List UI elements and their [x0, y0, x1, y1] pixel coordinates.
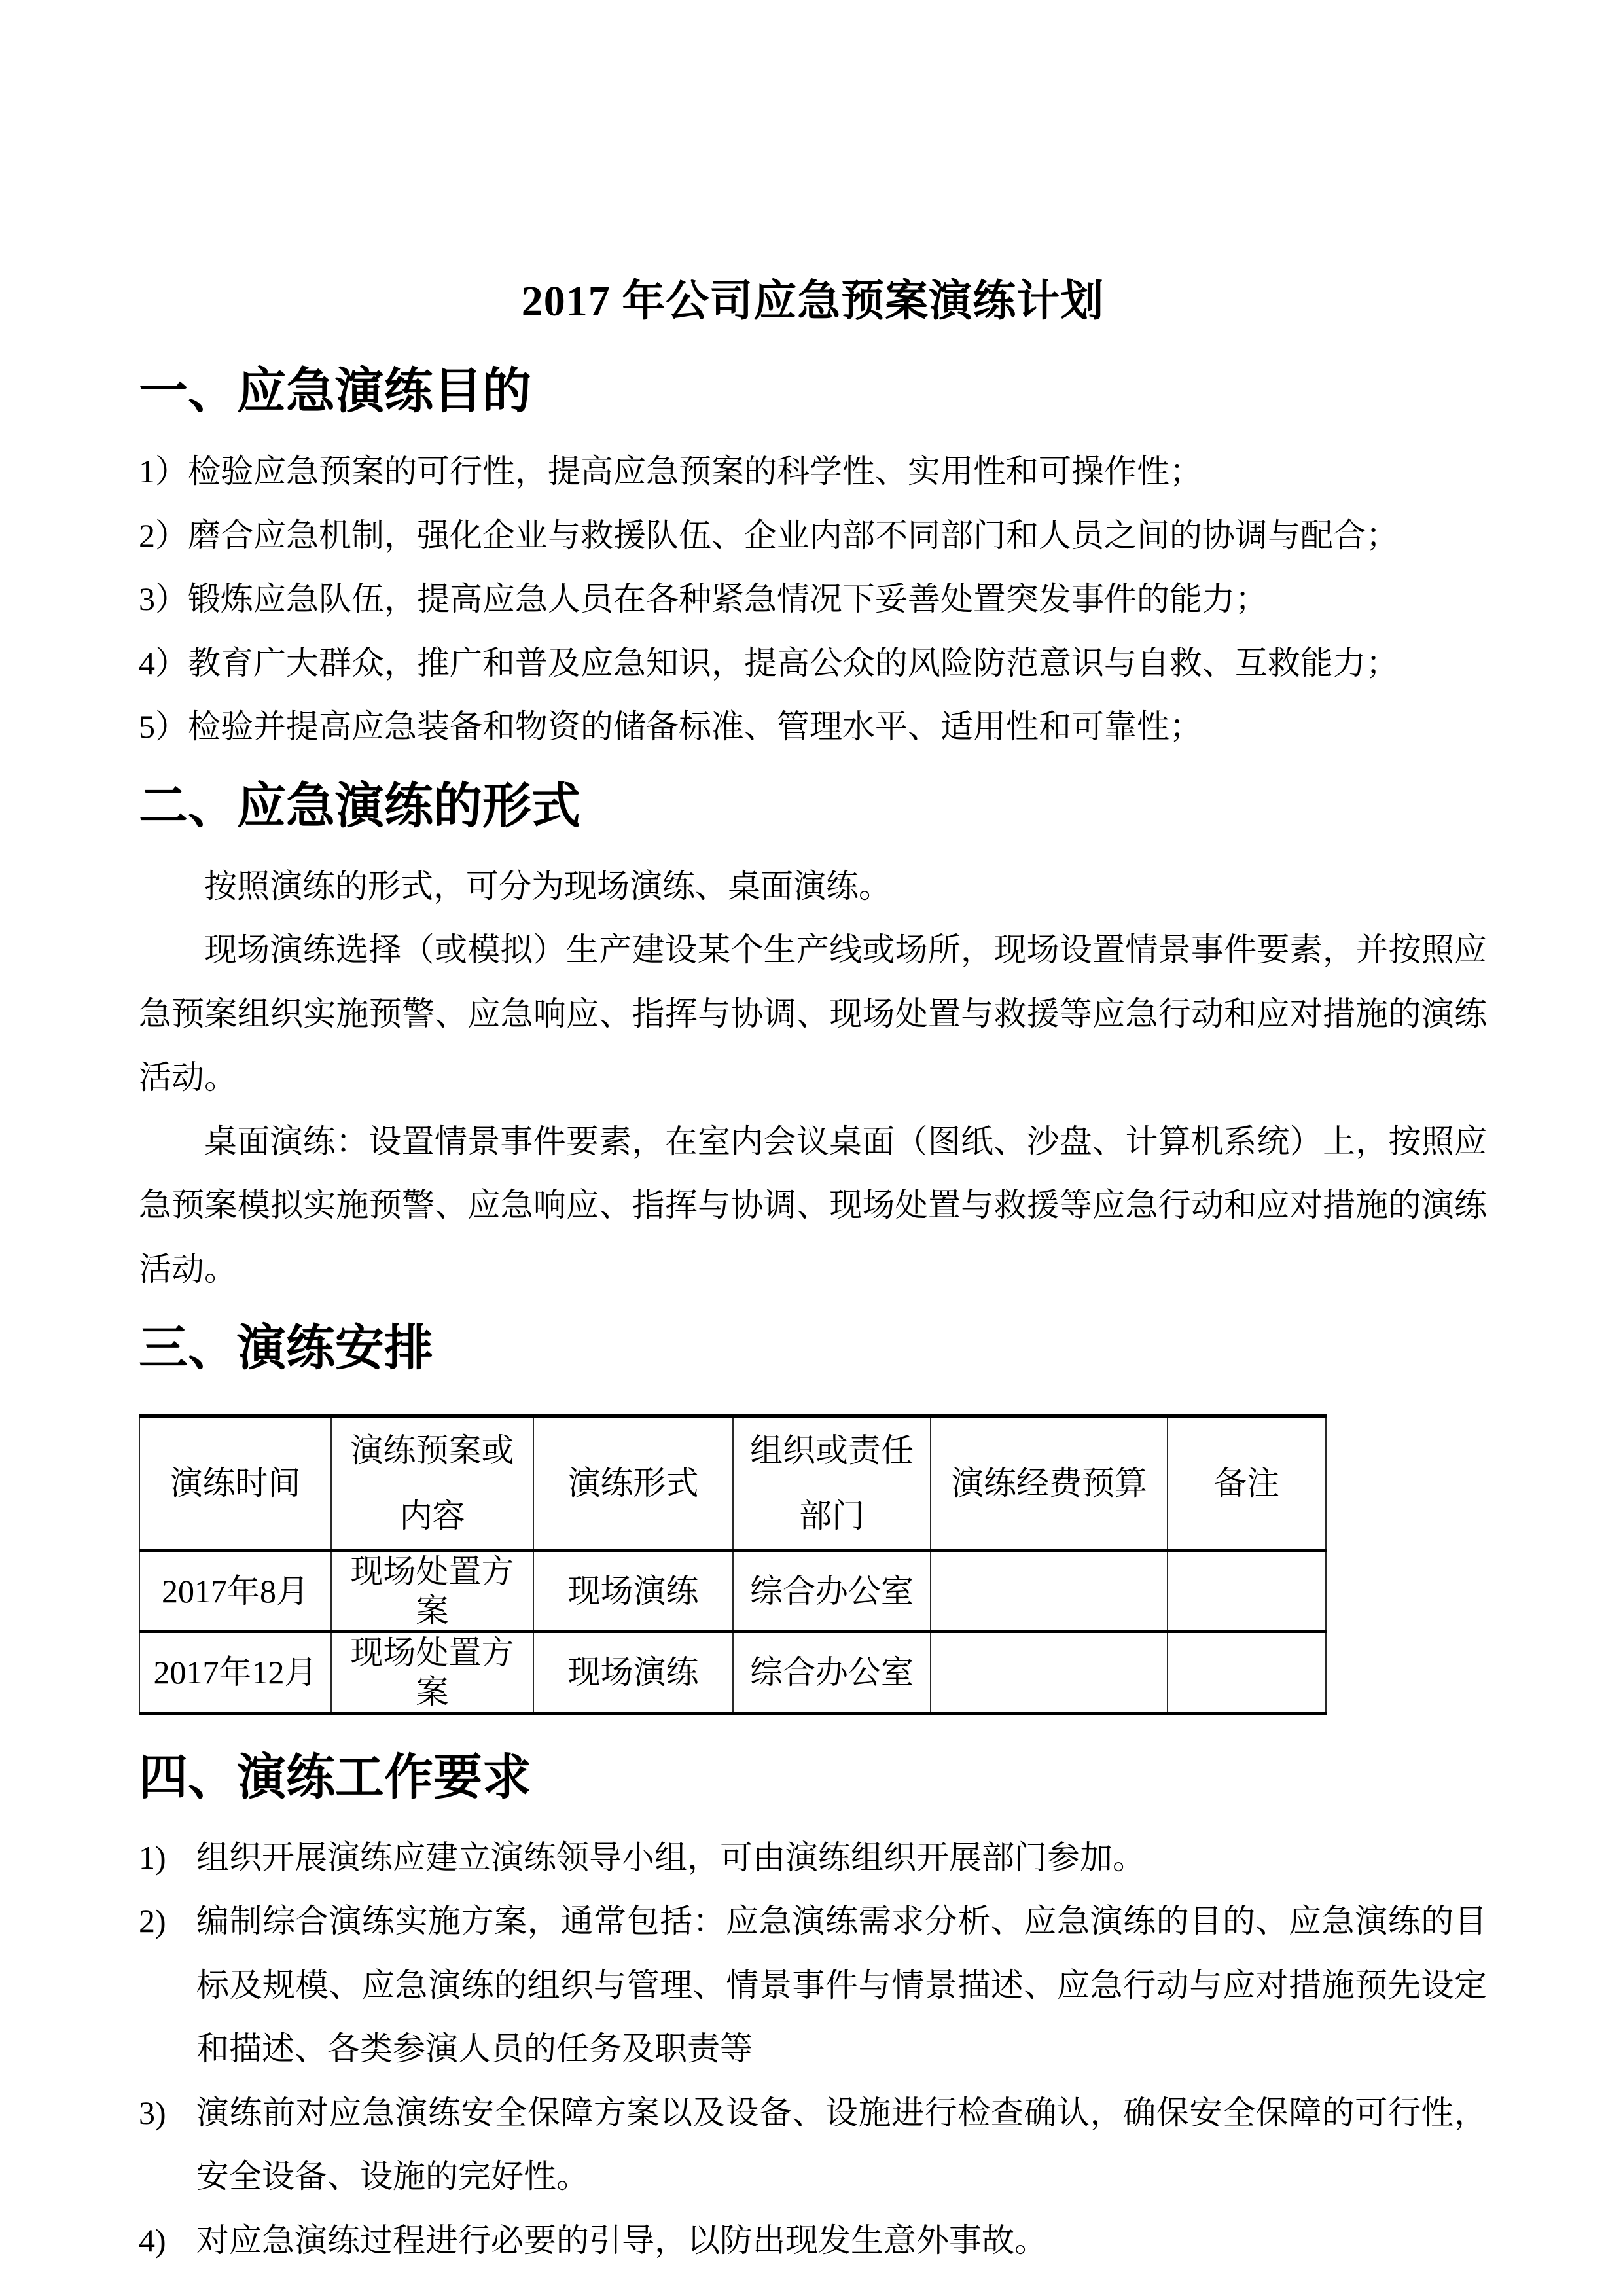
table-cell-budget [931, 1632, 1168, 1713]
forms-paragraph-intro: 按照演练的形式，可分为现场演练、桌面演练。 [204, 867, 891, 905]
purpose-item-5: 5）检验并提高应急装备和物资的储备标准、管理水平、适用性和可靠性； [139, 708, 1202, 745]
requirement-item-2 [139, 1890, 1487, 2081]
requirement-item-1 [139, 1826, 1487, 1890]
table-cell-plan-or-content: 现场处置方案 [331, 1632, 533, 1713]
table-cell-remarks [1168, 1632, 1326, 1713]
table-cell-budget [931, 1550, 1168, 1632]
header-cell-responsible-dept: 组织或责任部门 [733, 1416, 931, 1550]
table-cell-drill-time: 2017年8月 [139, 1550, 331, 1632]
table-cell-drill-form: 现场演练 [533, 1632, 733, 1713]
table-cell-responsible-dept: 综合办公室 [733, 1632, 931, 1713]
header-cell-drill-form: 演练形式 [533, 1416, 733, 1550]
requirement-item-3 [139, 2081, 1487, 2209]
requirement-text: 组织开展演练应建立演练领导小组，可由演练组织开展部门参加。 [196, 1839, 1145, 1876]
section-heading-purpose: 一、应急演练目的 [139, 364, 532, 419]
requirement-number: 2) [139, 1903, 166, 1940]
header-cell-drill-time: 演练时间 [139, 1416, 331, 1550]
table-row [139, 1550, 1326, 1632]
table-cell-plan-or-content: 现场处置方案 [331, 1550, 533, 1632]
purpose-item-1: 1）检验应急预案的可行性，提高应急预案的科学性、实用性和可操作性； [139, 453, 1202, 490]
requirement-number: 3) [139, 2094, 166, 2131]
requirement-text: 演练前对应急演练安全保障方案以及设备、设施进行检查确认，确保安全保障的可行性，安全设备、设施的完好性。 [196, 2094, 1487, 2195]
table-cell-responsible-dept: 综合办公室 [733, 1550, 931, 1632]
table-cell-remarks [1168, 1550, 1326, 1632]
table-row [139, 1632, 1326, 1713]
section-heading-schedule: 三、演练安排 [139, 1321, 434, 1376]
requirement-item-4 [139, 2209, 1487, 2273]
header-cell-remarks: 备注 [1168, 1416, 1326, 1550]
document-title: 2017 年公司应急预案演练计划 [521, 278, 1105, 325]
section-heading-forms: 二、应急演练的形式 [139, 779, 581, 834]
table-header-row [139, 1416, 1326, 1550]
table-cell-drill-form: 现场演练 [533, 1550, 733, 1632]
requirement-text: 对应急演练过程进行必要的引导，以防出现发生意外事故。 [196, 2221, 1047, 2259]
purpose-item-3: 3）锻炼应急队伍，提高应急人员在各种紧急情况下妥善处置突发事件的能力； [139, 581, 1268, 618]
requirement-number: 1) [139, 1839, 166, 1876]
requirement-text: 编制综合演练实施方案，通常包括：应急演练需求分析、应急演练的目的、应急演练的目标及规模、应急演练的组织与管理、情景事件与情景描述、应急行动与应对措施预先设定和描述、各类参演人员的任务及职责等 [196, 1903, 1487, 2068]
purpose-item-2: 2）磨合应急机制，强化企业与救援队伍、企业内部不同部门和人员之间的协调与配合； [139, 516, 1399, 554]
forms-paragraph-onsite: 现场演练选择（或模拟）生产建设某个生产线或场所，现场设置情景事件要素，并按照应急预案组织实施预警、应急响应、指挥与协调、现场处置与救援等应急行动和应对措施的演练活动。 [139, 931, 1487, 1096]
drill-schedule-table [139, 1414, 1327, 1715]
header-cell-budget: 演练经费预算 [931, 1416, 1168, 1550]
requirement-number: 4) [139, 2221, 166, 2259]
header-cell-plan-or-content: 演练预案或内容 [331, 1416, 533, 1550]
table-cell-drill-time: 2017年12月 [139, 1632, 331, 1713]
purpose-item-4: 4）教育广大群众，推广和普及应急知识，提高公众的风险防范意识与自救、互救能力； [139, 644, 1399, 681]
forms-paragraph-tabletop: 桌面演练：设置情景事件要素，在室内会议桌面（图纸、沙盘、计算机系统）上，按照应急预案模拟实施预警、应急响应、指挥与协调、现场处置与救援等应急行动和应对措施的演练活动。 [139, 1122, 1487, 1287]
section-heading-requirements: 四、演练工作要求 [139, 1750, 532, 1805]
